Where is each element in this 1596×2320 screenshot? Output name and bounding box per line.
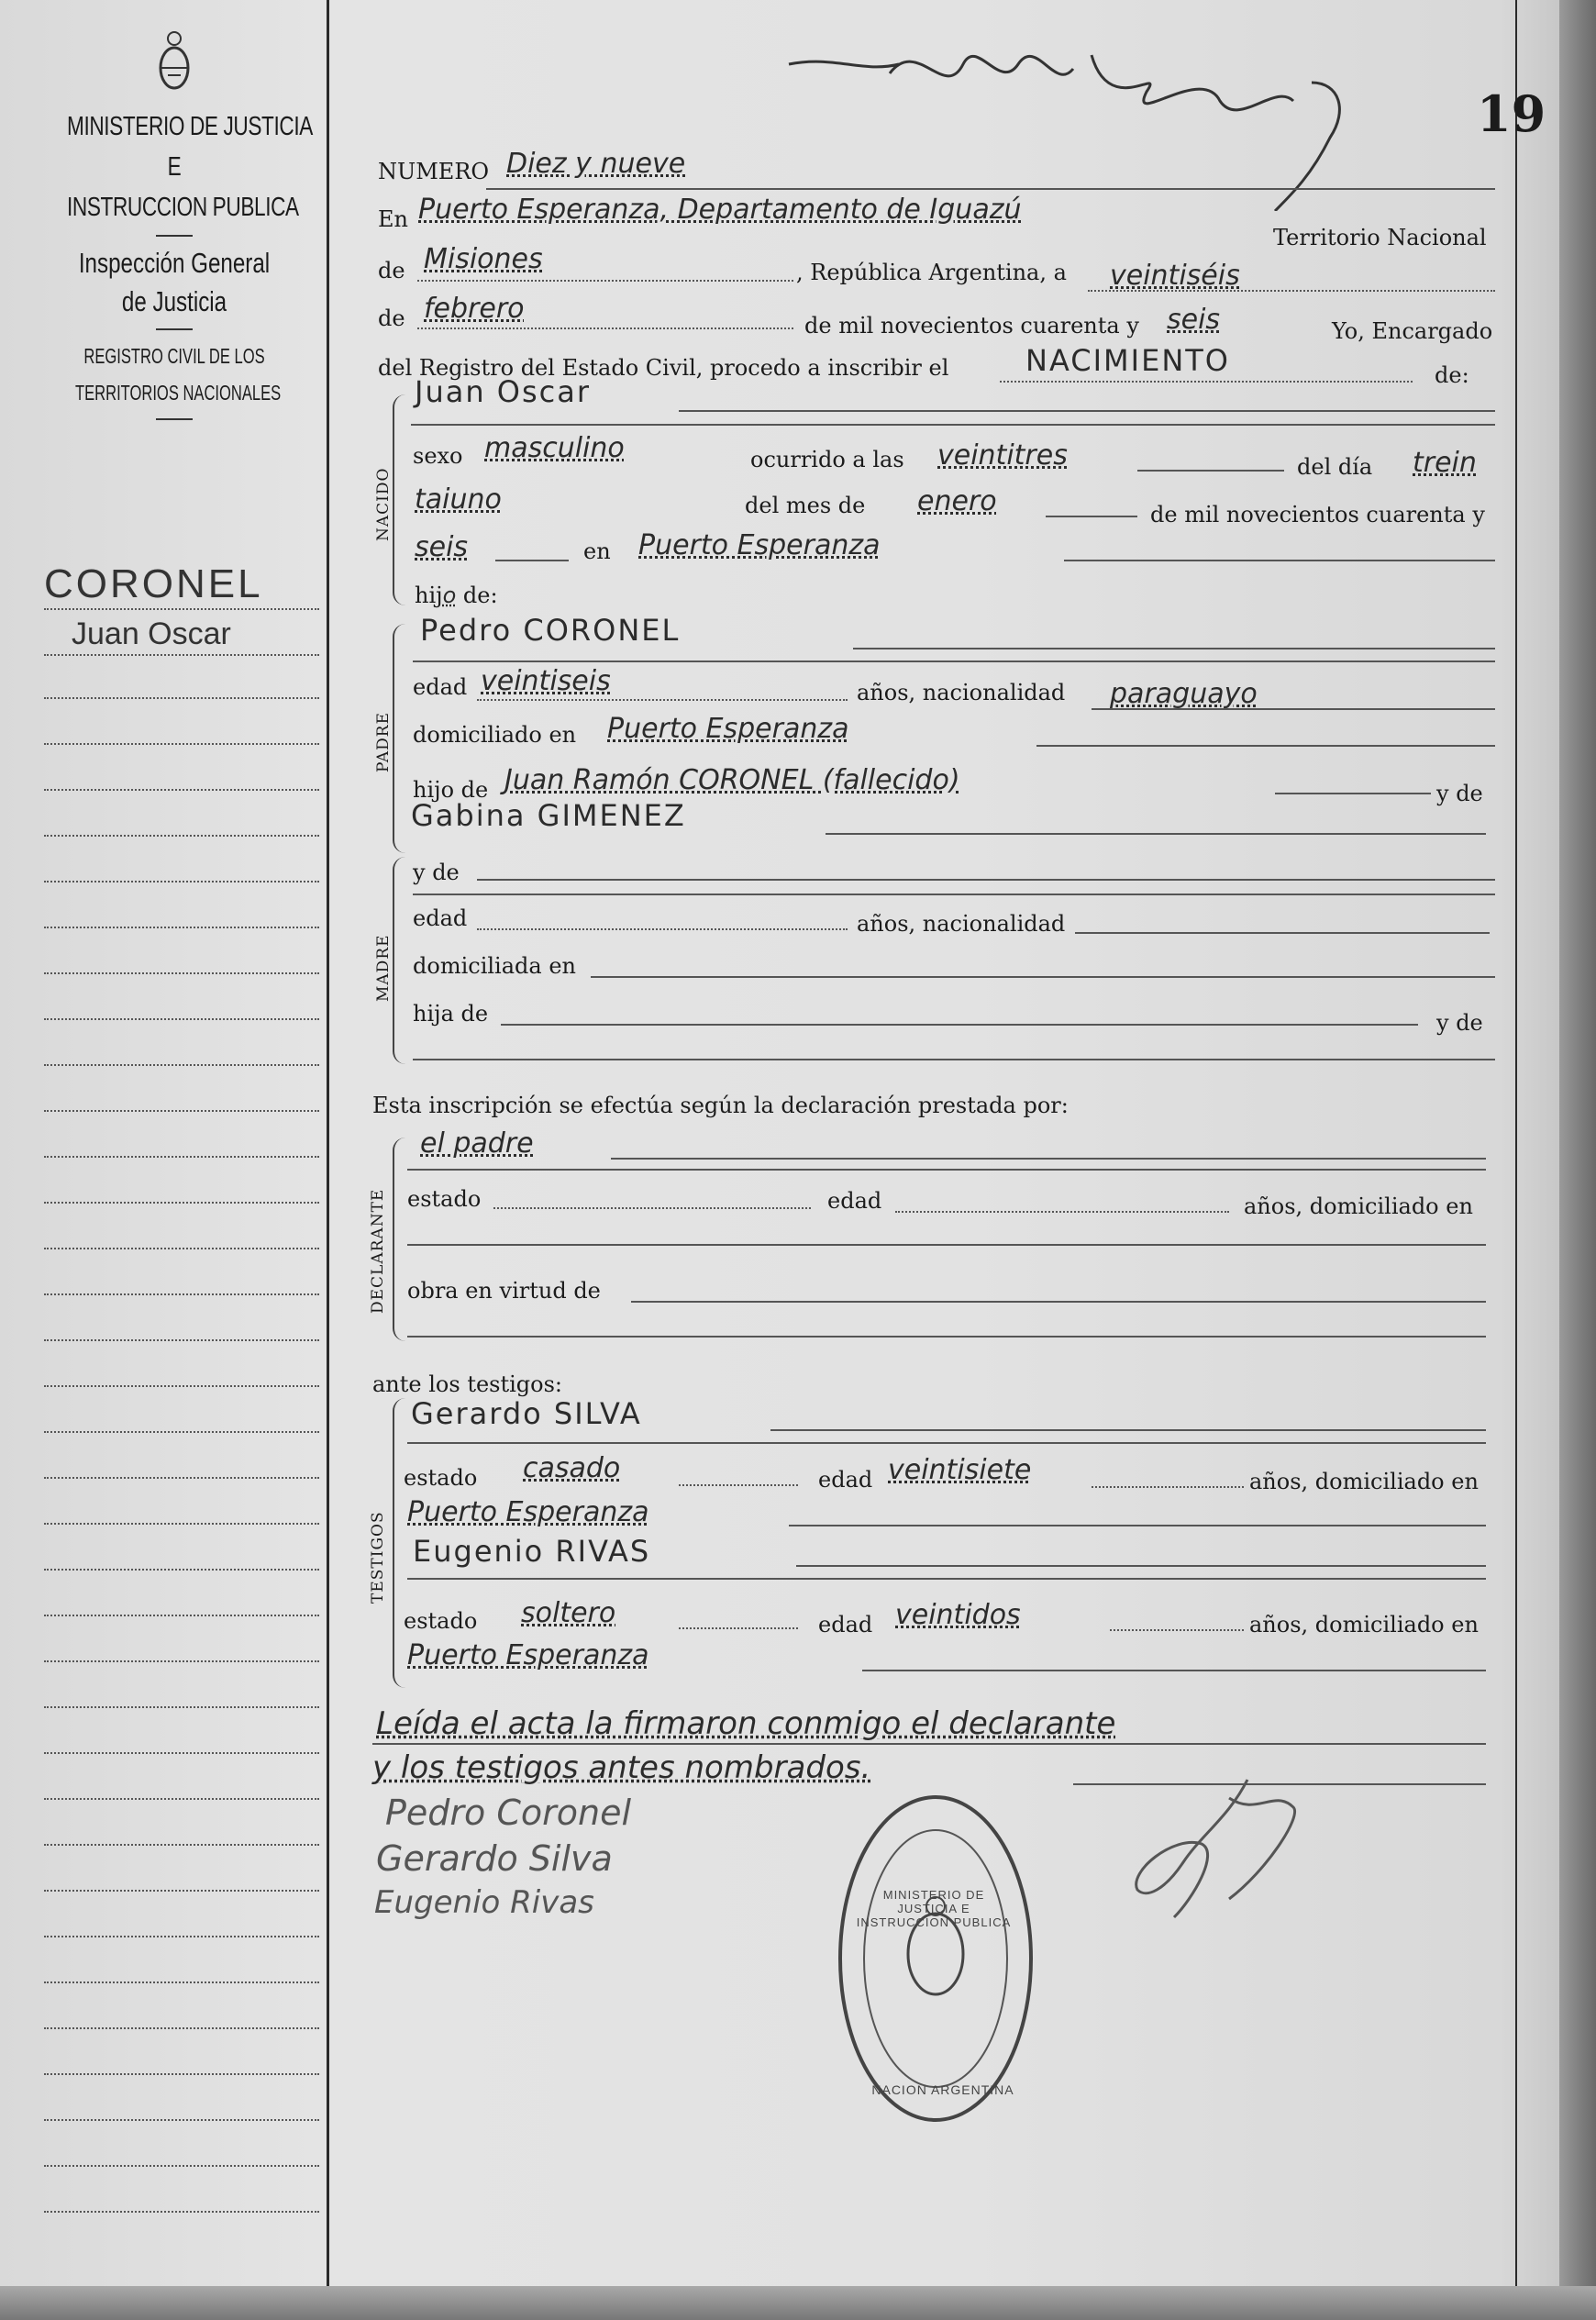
day-value-b: taiuno: [415, 483, 502, 516]
rule: [1088, 290, 1495, 292]
sidebar-ruled-line: [44, 1523, 319, 1525]
rule: [853, 648, 1495, 649]
rule: [495, 560, 569, 561]
father-domicilio-label: domiciliado en: [413, 722, 577, 748]
rule: [407, 1244, 1486, 1246]
declarante-estado-label: estado: [407, 1186, 482, 1212]
sidebar-ruled-line: [44, 927, 319, 928]
sidebar-ruled-line: [44, 1752, 319, 1754]
coat-of-arms-icon: [153, 28, 195, 95]
sidebar-ruled-line: [44, 743, 319, 745]
sidebar-ruled-line: [44, 697, 319, 699]
sidebar-ruled-line: [44, 1110, 319, 1112]
declarante-value: el padre: [420, 1127, 534, 1160]
numero-value: Diez y nueve: [506, 148, 686, 180]
sexo-value: masculino: [484, 432, 625, 464]
sidebar-header: [37, 28, 312, 427]
sidebar-ruled-line: [44, 1981, 319, 1983]
declarante-anios-label: años, domiciliado en: [1244, 1193, 1473, 1219]
numero-rule: [486, 188, 1495, 190]
signature-pedro-coronel: Pedro Coronel: [385, 1793, 632, 1833]
rule: [1046, 516, 1137, 517]
sidebar-ruled-line: [44, 1064, 319, 1066]
rule: [611, 1158, 1486, 1160]
mother-edad-label: edad: [413, 905, 468, 931]
sidebar-ruled-line: [44, 1615, 319, 1616]
de2-label: de: [378, 305, 405, 331]
birth-month: enero: [917, 485, 997, 517]
ministry-line-1: MINISTERIO DE JUSTICIA: [67, 112, 313, 141]
act-type: NACIMIENTO: [1025, 343, 1230, 378]
witness-2-edad: veintidos: [895, 1599, 1021, 1631]
encargado-label: Yo, Encargado: [1332, 318, 1493, 344]
rule: [1036, 745, 1495, 747]
sidebar-ruled-line: [44, 1569, 319, 1571]
registry-line-2: TERRITORIOS NACIONALES: [74, 381, 282, 405]
rule: [411, 424, 1495, 426]
mother-domicilio-label: domiciliada en: [413, 953, 576, 979]
en-label: En: [378, 206, 408, 232]
father-hijo-label: hijo de: [413, 777, 489, 803]
rule: [1275, 793, 1431, 794]
declarante-obra-label: obra en virtud de: [407, 1278, 601, 1304]
mes-label: del mes de: [745, 493, 866, 518]
sidebar-ruled-line: [44, 1339, 319, 1341]
sidebar-ruled-line: [44, 1293, 319, 1295]
rule: [413, 1059, 1495, 1060]
declarante-brace: [393, 1138, 407, 1341]
child-name: Juan Oscar: [415, 374, 591, 409]
signature-gerardo-silva: Gerardo Silva: [376, 1838, 613, 1879]
rule: [895, 1211, 1229, 1213]
rule: [679, 410, 1495, 412]
rule: [1075, 932, 1490, 934]
hijo-label: [415, 582, 498, 609]
seal-outer-text: MINISTERIO DE JUSTICIA E INSTRUCCION PUBLICA: [856, 1888, 1012, 1929]
witness-1-domicilio: Puerto Esperanza: [407, 1496, 649, 1528]
father-name: Pedro CORONEL: [420, 613, 681, 648]
testigos-brace: [393, 1398, 407, 1688]
rule: [417, 280, 793, 282]
witness-2-estado: soltero: [521, 1597, 616, 1629]
nacido-brace: [393, 394, 407, 605]
en-value: Puerto Esperanza, Departamento de Iguazú: [418, 194, 1022, 226]
rule: [413, 894, 1495, 895]
seal-bottom-text: NACION ARGENTINA: [871, 2082, 1014, 2097]
rule: [372, 1743, 1486, 1745]
father-nationality: paraguayo: [1110, 678, 1258, 710]
header-signature-scrawl: [780, 28, 1403, 211]
father-domicilio-value: Puerto Esperanza: [607, 713, 849, 745]
ministry-line-2: E: [167, 152, 182, 182]
padre-brace: [393, 624, 407, 853]
witness-1-edad: veintisiete: [888, 1454, 1032, 1486]
rule: [770, 1429, 1486, 1431]
father-y-de-label: y de: [1436, 781, 1483, 806]
sidebar-ruled-line: [44, 2119, 319, 2121]
rule: [1092, 708, 1495, 710]
sidebar-ruled-line: [44, 1431, 319, 1433]
birth-place: Puerto Esperanza: [638, 529, 881, 561]
witness-1-edad-label: edad: [818, 1467, 873, 1493]
sidebar-ruled-line: [44, 1202, 319, 1204]
sidebar-given-names: Juan Oscar: [72, 616, 231, 651]
hour-value: veintitres: [937, 439, 1068, 472]
signature-eugenio-rivas: Eugenio Rivas: [374, 1884, 594, 1921]
mother-hija-label: hija de: [413, 1001, 489, 1027]
sidebar-ruled-line: [44, 1018, 319, 1020]
witness-1-anios-label: años, domiciliado en: [1249, 1469, 1479, 1494]
day-value-a: trein: [1413, 447, 1477, 479]
sidebar-ruled-line: [44, 1706, 319, 1708]
rule: [679, 1627, 798, 1629]
witness-1-estado: casado: [523, 1452, 621, 1484]
numero-label: NUMERO: [378, 159, 490, 184]
hijo-label-a: hij: [415, 583, 443, 608]
inspection-line-2: de Justicia: [121, 285, 227, 317]
sidebar-ruled-line: [44, 1890, 319, 1892]
sidebar-ruled-line: [44, 2165, 319, 2167]
registrar-signature: [1119, 1761, 1321, 1926]
sidebar-ruled-line: [44, 1660, 319, 1662]
day-value: veintiséis: [1110, 260, 1240, 292]
declarante-intro: Esta inscripción se efectúa según la declaración prestada por:: [372, 1093, 1069, 1118]
sidebar-ruled-line: [44, 1248, 319, 1249]
hijo-label-b: de:: [462, 583, 498, 608]
grandfather-value: Juan Ramón CORONEL (fallecido): [504, 764, 960, 796]
sidebar-ruled-line: [44, 2073, 319, 2075]
rule: [477, 699, 848, 701]
padre-section-label: PADRE: [374, 712, 393, 772]
rule: [407, 1442, 1486, 1444]
right-margin-rule: [1515, 0, 1517, 2286]
witness-1-estado-label: estado: [404, 1465, 478, 1491]
rule: [826, 833, 1486, 835]
sidebar-ruled-line: [44, 1936, 319, 1937]
birth-year-label: de mil novecientos cuarenta y: [1150, 502, 1485, 527]
birth-year-value: seis: [415, 531, 469, 563]
sidebar-ruled-line: [44, 789, 319, 791]
witness-2-estado-label: estado: [404, 1608, 478, 1634]
ocurrido-label: ocurrido a las: [750, 447, 904, 472]
rule: [591, 976, 1495, 978]
sidebar-ruled-line: [44, 1385, 319, 1387]
madre-section-label: MADRE: [374, 934, 393, 1002]
father-anios-label: años, nacionalidad: [857, 680, 1066, 705]
sexo-label: sexo: [413, 443, 463, 469]
rule: [44, 654, 319, 656]
page-binding: [1559, 0, 1596, 2320]
father-edad-label: edad: [413, 674, 468, 700]
mother-y-de-end: y de: [1436, 1010, 1483, 1036]
sidebar-ruled-line: [44, 835, 319, 837]
dia-label: del día: [1297, 454, 1373, 480]
mother-anios-label: años, nacionalidad: [857, 911, 1066, 937]
grandmother-value: Gabina GIMENEZ: [411, 798, 686, 833]
witness-2-edad-label: edad: [818, 1612, 873, 1637]
rule: [1092, 1486, 1244, 1488]
page-bottom-edge: [0, 2286, 1596, 2320]
birth-en-label: en: [583, 538, 611, 564]
year-label: de mil novecientos cuarenta y: [804, 313, 1139, 339]
rule: [501, 1024, 1418, 1026]
rule: [477, 879, 1495, 881]
rule: [1110, 1629, 1244, 1631]
sidebar-ruled-line: [44, 2027, 319, 2029]
sidebar-ruled-line: [44, 972, 319, 974]
registro-label: del Registro del Estado Civil, procedo a inscribir el: [378, 355, 949, 381]
closing-line-2: y los testigos antes nombrados.: [372, 1749, 871, 1786]
rule: [417, 327, 793, 329]
rule: [1064, 560, 1495, 561]
rule: [493, 1207, 811, 1209]
ministry-line-3: INSTRUCCION PUBLICA: [67, 193, 299, 222]
rule: [477, 928, 848, 930]
rule: [1000, 381, 1413, 383]
madre-brace: [393, 857, 407, 1064]
sidebar-ruled-line: [44, 1844, 319, 1846]
page-number: 19: [1477, 84, 1546, 143]
territorio-value: Misiones: [424, 243, 543, 275]
rule: [679, 1484, 798, 1486]
witness-2-domicilio: Puerto Esperanza: [407, 1639, 649, 1671]
rule: [789, 1525, 1486, 1526]
de-colon-label: de:: [1435, 362, 1469, 388]
divider: [156, 235, 193, 237]
rule: [862, 1670, 1486, 1671]
witness-2-anios-label: años, domiciliado en: [1249, 1612, 1479, 1637]
sidebar-surname: CORONEL: [44, 561, 263, 606]
rule: [407, 1578, 1486, 1580]
testigos-intro: ante los testigos:: [372, 1371, 563, 1397]
sidebar-ruled-line: [44, 881, 319, 882]
sidebar-divider: [327, 0, 329, 2286]
father-edad-value: veintiseis: [481, 665, 611, 697]
month-value: febrero: [424, 293, 525, 325]
rule: [1137, 470, 1284, 472]
witness-2-name: Eugenio RIVAS: [413, 1534, 651, 1569]
rule: [44, 608, 319, 610]
registry-line-1: REGISTRO CIVIL DE LOS: [83, 344, 265, 368]
ministry-seal: [835, 1789, 1036, 2128]
inspection-line-1: Inspección General: [78, 247, 271, 279]
rule: [407, 1336, 1486, 1338]
divider: [156, 328, 193, 330]
rule: [796, 1565, 1486, 1567]
sidebar-ruled-line: [44, 1477, 319, 1479]
sidebar-ruled-line: [44, 1156, 319, 1158]
nacido-section-label: NACIDO: [374, 467, 393, 541]
declarante-edad-label: edad: [827, 1188, 882, 1214]
sidebar-ruled-line: [44, 1798, 319, 1800]
witness-1-name: Gerardo SILVA: [411, 1396, 642, 1431]
closing-line-1: Leída el acta la firmaron conmigo el declarante: [376, 1705, 1116, 1742]
territorio-label: Territorio Nacional: [1273, 225, 1487, 250]
mother-y-de-label: y de: [413, 860, 460, 885]
rule: [413, 660, 1495, 662]
declarante-section-label: DECLARANTE: [369, 1188, 387, 1314]
de-label: de: [378, 258, 405, 283]
rule: [631, 1301, 1486, 1303]
republica-label: , República Argentina, a: [796, 260, 1067, 285]
sidebar-ruled-line: [44, 2211, 319, 2213]
divider: [156, 418, 193, 420]
hijo-suffix: o: [442, 583, 457, 608]
year-value: seis: [1167, 304, 1221, 336]
testigos-section-label: TESTIGOS: [369, 1511, 387, 1604]
rule: [407, 1169, 1486, 1171]
